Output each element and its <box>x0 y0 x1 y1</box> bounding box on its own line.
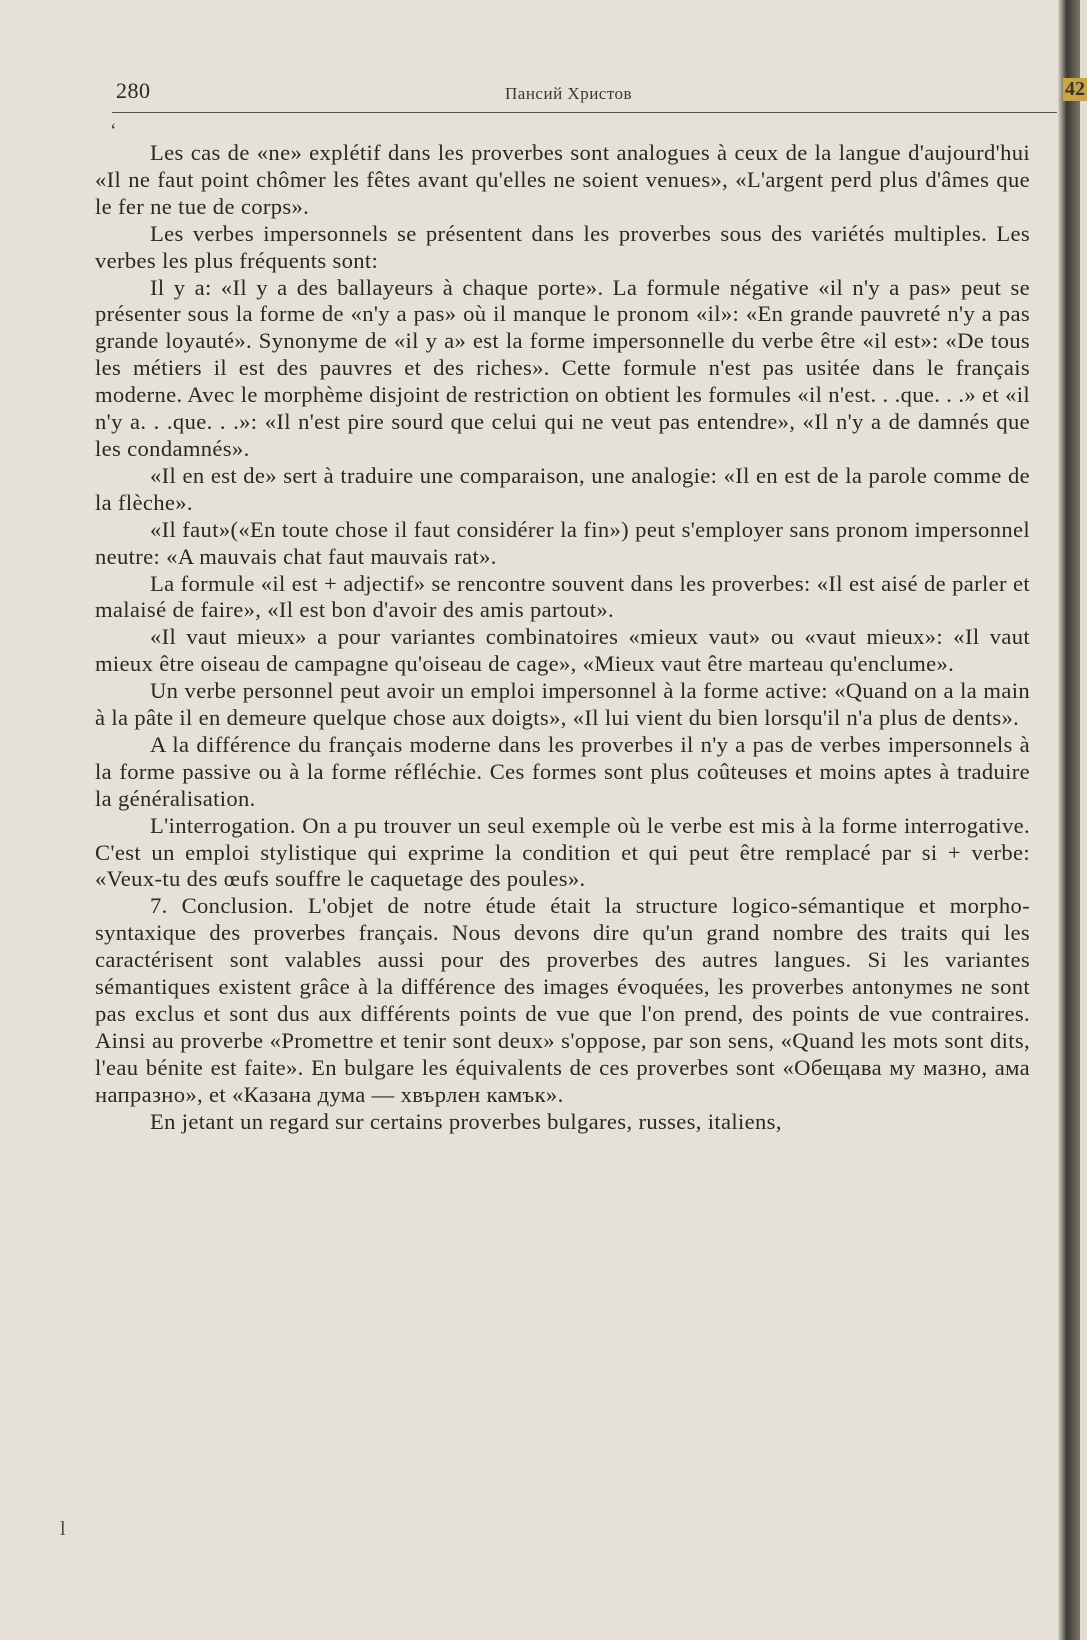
page-edge <box>1058 0 1080 1640</box>
margin-mark-top: ‘ <box>110 120 117 142</box>
running-header <box>112 78 1085 112</box>
paragraph: Un verbe personnel peut avoir un emploi impersonnel à la forme active: «Quand on a la main à la pâte il en demeure quelque chose aux doigts», «Il lui vient du bien lorsqu'il n'a plus de dents». <box>95 678 1030 731</box>
paragraph: «Il faut»(«En toute chose il faut considérer la fin») peut s'employer sans pronom impersonnel neutre: «A mauvais chat faut mauvais rat». <box>95 516 1030 569</box>
paragraph: L'interrogation. On a pu trouver un seul exemple où le verbe est mis à la forme interrogative. C'est un emploi stylistique qui exprime la condition et qui peut être remplacé par si + verbe: «Veux-tu des œufs souffre le caquetage des poules». <box>95 812 1030 892</box>
paragraph: Les verbes impersonnels se présentent dans les proverbes sous des variétés multiples. Les verbes les plus fréquents sont: <box>95 220 1030 273</box>
body-text <box>95 140 1030 1136</box>
running-head-author: Пансий Христов <box>505 84 633 103</box>
paragraph: A la différence du français moderne dans les proverbes il n'y a pas de verbes impersonnels à la forme passive ou à la forme réfléchie. Ces formes sont plus coûteuses et moins aptes à traduire la généralisation. <box>95 731 1030 811</box>
page-number: 280 <box>116 78 151 103</box>
paragraph: La formule «il est + adjectif» se rencontre souvent dans les proverbes: «Il est aisé de parler et malaisé de faire», «Il est bon d'avoir des amis partout». <box>95 570 1030 623</box>
paragraph: Il y a: «Il y a des ballayeurs à chaque porte». La formule négative «il n'y a pas» peut se présenter sous la forme de «n'y a pas» où il manque le pronom «il»: «En grande pauvreté n'y a pas grande loyauté». Synonyme de «il y a» est la forme impersonnelle du verbe être «il est»: «De tous les métiers il est des pauvres et des riches». Cette formule n'est pas usitée dans le français moderne. Avec le morphème disjoint de restriction on obtient les formules «il n'est. . .que. . .» et «il n'y a. . .que. . .»: «Il n'est pire sourd que celui qui ne veut pas entendre», «Il n'y a de damnés que les condamnés». <box>95 274 1030 461</box>
paragraph: En jetant un regard sur certains proverbes bulgares, russes, italiens, <box>150 1108 782 1134</box>
paragraph: «Il en est de» sert à traduire une comparaison, une analogie: «Il en est de la parole comme de la flèche». <box>95 462 1030 515</box>
paragraph: «Il vaut mieux» a pour variantes combinatoires «mieux vaut» ou «vaut mieux»: «Il vaut mieux être oiseau de campagne qu'oiseau de cage», «Mieux vaut être marteau qu'enclume». <box>95 624 1030 677</box>
paragraph: 7. Conclusion. L'objet de notre étude était la structure logico-sémantique et morpho-syntaxique des proverbes français. Nous devons dire qu'un grand nombre des traits qui les caractérisent sont valables aussi pour des proverbes des autres langues. Si les variantes sémantiques existent grâce à la différence des images évoquées, les proverbes antonymes ne sont pas exclus et sont dus aux différents points de vue que l'on prend, des points de vue contraires. Ainsi au proverbe «Promettre et tenir sont deux» s'oppose, par son sens, «Quand les mots sont dits, l'eau bénite est faite». En bulgare les équivalents de ces proverbes sont «Обещава му мазно, ама напразно», et «Казана дума — хвърлен камък». <box>95 893 1030 1107</box>
header-rule <box>112 112 1057 113</box>
paragraph: Les cas de «ne» explétif dans les proverbes sont analogues à ceux de la langue d'aujourd'hui «Il ne faut point chômer les fêtes avant qu'elles ne soient venues», «L'argent perd plus d'âmes que le fer ne tue de corps». <box>95 140 1030 219</box>
edge-page-number: 42 <box>1065 78 1085 100</box>
margin-mark-bottom: l <box>60 1518 66 1540</box>
